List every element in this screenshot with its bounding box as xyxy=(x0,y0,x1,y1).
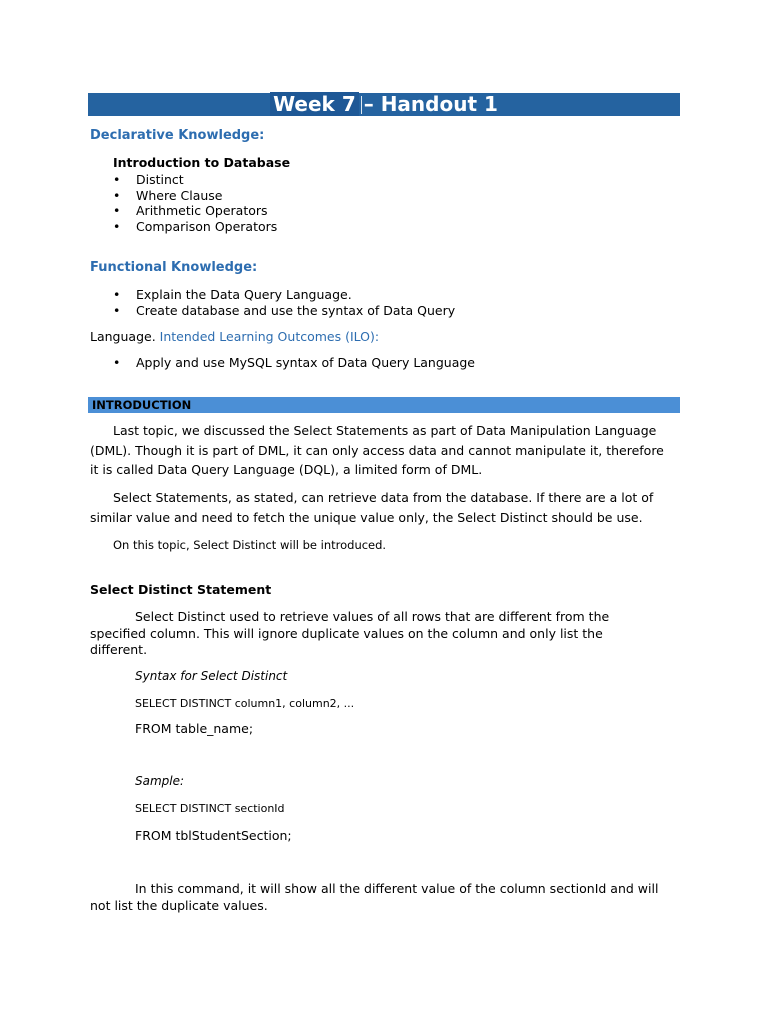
syntax-label: Syntax for Select Distinct xyxy=(135,669,288,683)
title-rest: – Handout 1 xyxy=(363,92,498,116)
functional-list xyxy=(113,287,455,318)
list-item: • Apply and use MySQL syntax of Data Query Language xyxy=(113,355,475,371)
declarative-list xyxy=(113,172,277,234)
declarative-heading: Declarative Knowledge: xyxy=(90,128,265,143)
syntax-line-2: FROM table_name; xyxy=(135,721,254,736)
title-separator xyxy=(361,96,362,114)
list-item: • Distinct xyxy=(113,172,277,188)
list-item: • Explain the Data Query Language. xyxy=(113,287,455,303)
functional-continuation-line xyxy=(90,327,682,346)
ilo-heading: Intended Learning Outcomes (ILO): xyxy=(159,329,380,344)
intro-paragraph-3: On this topic, Select Distinct will be introduced. xyxy=(113,538,387,552)
title-week: Week 7 xyxy=(270,92,359,116)
list-item: • Where Clause xyxy=(113,188,277,204)
list-item: • Arithmetic Operators xyxy=(113,203,277,219)
intro-paragraph-2: Select Statements, as stated, can retrieve data from the database. If there are a lot of similar value and need to fetch the unique value only, the Select Distinct should be use. xyxy=(90,490,654,525)
list-item: • Comparison Operators xyxy=(113,219,277,235)
distinct-section-title: Select Distinct Statement xyxy=(90,582,272,597)
ilo-list xyxy=(113,355,475,371)
sample-line-1: SELECT DISTINCT sectionId xyxy=(135,802,285,815)
list-item: • Create database and use the syntax of Data Query xyxy=(113,303,455,319)
distinct-paragraph-2: In this command, it will show all the different value of the column sectionId and will not list the duplicate values. xyxy=(90,881,659,913)
syntax-line-1: SELECT DISTINCT column1, column2, ... xyxy=(135,697,355,710)
introduction-bar: INTRODUCTION xyxy=(88,397,680,413)
functional-heading: Functional Knowledge: xyxy=(90,260,258,275)
distinct-paragraph-1: Select Distinct used to retrieve values of all rows that are different from the specified column. This will ignore duplicate values on the column and only list the different. xyxy=(90,609,610,657)
intro-paragraph-1: Last topic, we discussed the Select Statements as part of Data Manipulation Language (DML). Though it is part of DML, it can only access data and cannot manipulate it, therefore it is called Data Query Language (DQL), a limited form of DML. xyxy=(90,423,664,477)
handout-title-bar xyxy=(88,93,680,116)
declarative-subheading: Introduction to Database xyxy=(113,155,291,170)
functional-continuation: Language. xyxy=(90,329,156,344)
sample-line-2: FROM tblStudentSection; xyxy=(135,828,292,843)
sample-label: Sample: xyxy=(135,774,185,788)
